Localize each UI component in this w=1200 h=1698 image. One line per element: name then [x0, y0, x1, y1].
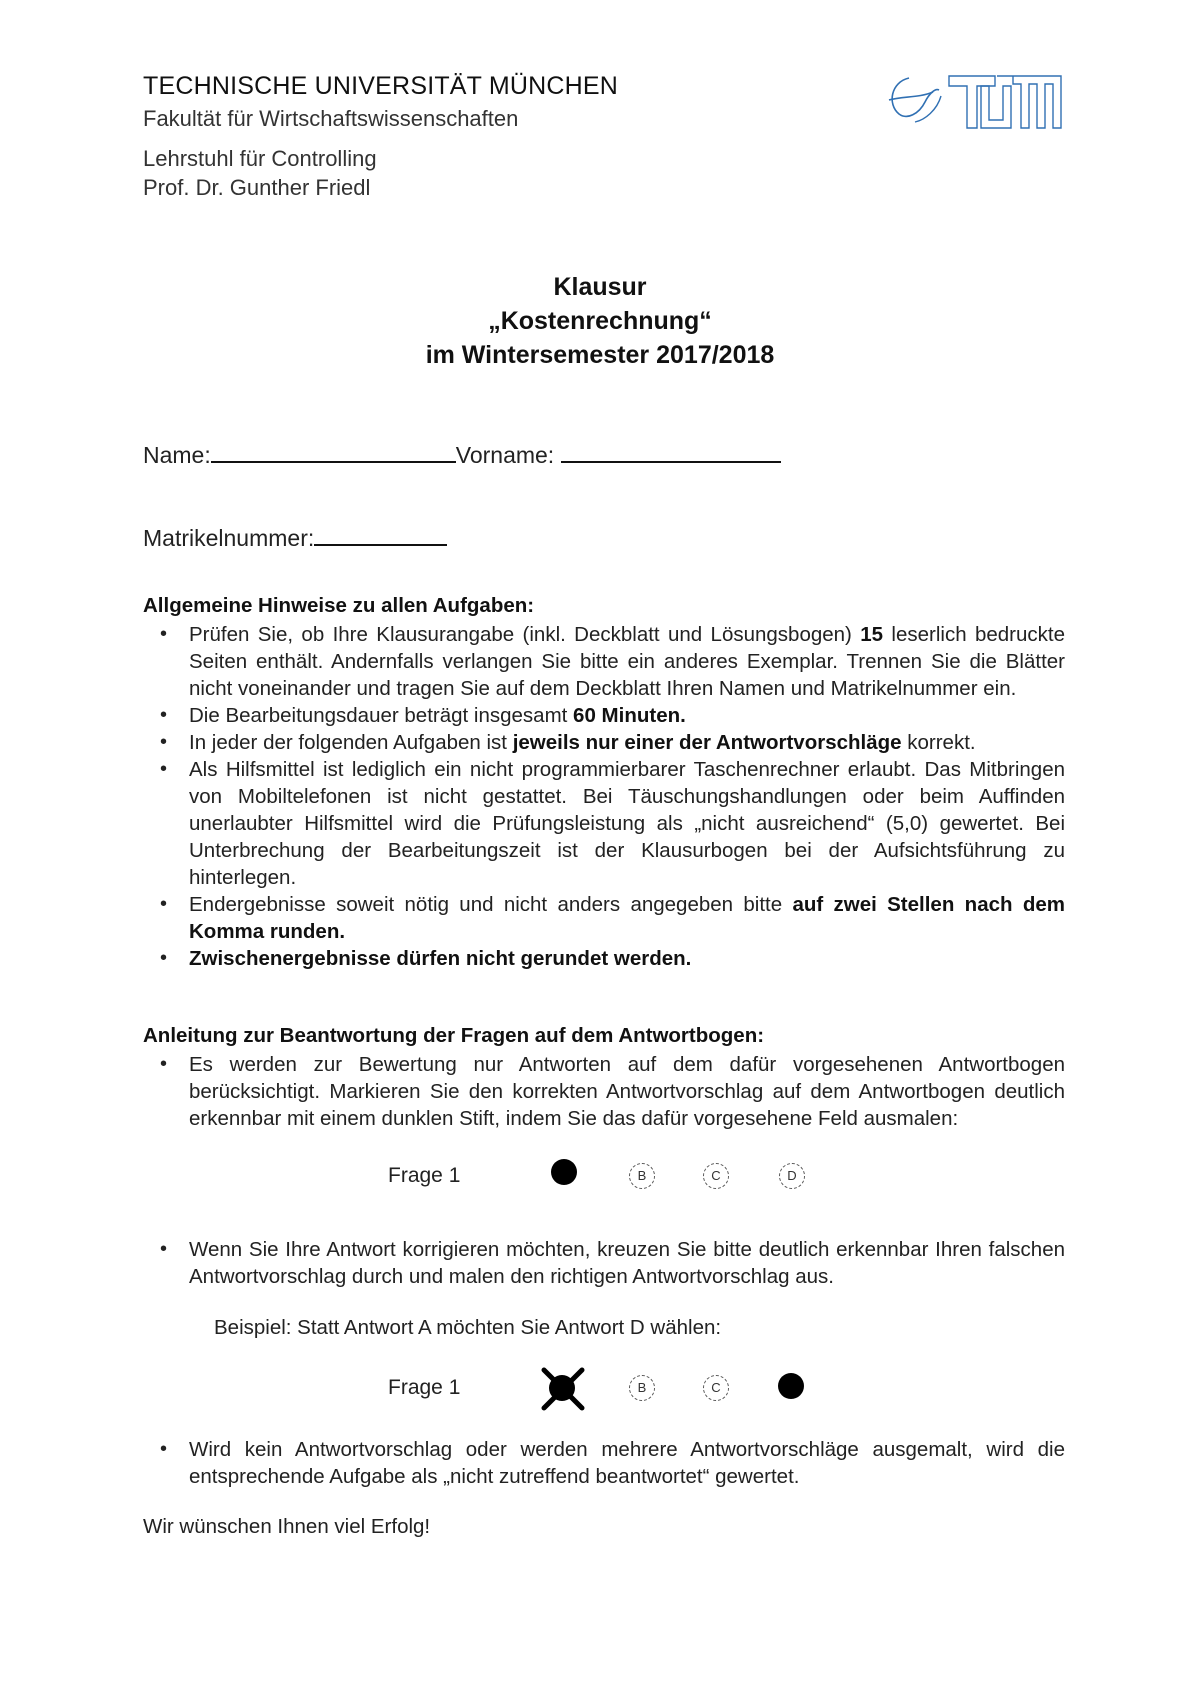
- list-item: • In jeder der folgenden Aufgaben ist jeweils nur einer der Antwortvorschläge korrekt.: [143, 729, 1065, 756]
- matrikel-label: Matrikelnummer:: [143, 525, 315, 551]
- option-b-bubble: B: [629, 1163, 655, 1189]
- title-line-3: im Wintersemester 2017/2018: [425, 341, 775, 369]
- vorname-label: Vorname:: [455, 442, 555, 468]
- answer-instructions-heading: Anleitung zur Beantwortung der Fragen auf dem Antwortbogen:: [143, 1024, 765, 1047]
- option-b-bubble: B: [629, 1375, 655, 1401]
- list-item: • Als Hilfsmittel ist lediglich ein nicht programmierbarer Taschenrechner erlaubt. Das Mitbringen von Mobiltelefonen ist nicht gestattet. Bei Täuschungshandlungen oder beim Auffinden unerlaubter Hilfsmittel wird die Prüfungsleistung als „nicht ausreichend“ (5,0) gewertet. Bei Unterbrechung der Bearbeitungszeit ist der Klausurbogen bei der Aufsichtsführung zu hinterlegen.: [143, 756, 1065, 891]
- closing-text: Wir wünschen Ihnen viel Erfolg!: [143, 1515, 431, 1538]
- chair-name: Lehrstuhl für Controlling: [143, 146, 377, 171]
- name-field[interactable]: [211, 459, 456, 463]
- general-notes-list: [143, 621, 1065, 972]
- chair-block: [143, 144, 377, 202]
- exam-title: [0, 270, 1200, 372]
- answer-instructions: [143, 1022, 1065, 1132]
- option-d-filled-bubble: [778, 1373, 804, 1399]
- list-item: • Es werden zur Bewertung nur Antworten auf dem dafür vorgesehenen Antwortbogen berücksichtigt. Markieren Sie den korrekten Antwortvorschlag auf dem Antwortbogen deutlich erkennbar mit einem dunklen Stift, indem Sie das dafür vorgesehene Feld ausmalen:: [143, 1051, 1065, 1132]
- vorname-field[interactable]: [561, 459, 781, 463]
- example-answer-row: [0, 1158, 1200, 1198]
- general-notes: [143, 592, 1065, 972]
- university-name: TECHNISCHE UNIVERSITÄT MÜNCHEN: [143, 72, 619, 100]
- list-item: • Wenn Sie Ihre Antwort korrigieren möchten, kreuzen Sie bitte deutlich erkennbar Ihren falschen Antwortvorschlag durch und malen den richtigen Antwortvorschlag aus.: [143, 1236, 1065, 1290]
- list-item: • Wird kein Antwortvorschlag oder werden mehrere Antwortvorschläge ausgemalt, wird die entsprechende Aufgabe als „nicht zutreffend beantwortet“ gewertet.: [143, 1436, 1065, 1490]
- correction-instructions: [143, 1236, 1065, 1290]
- name-label: Name:: [143, 442, 211, 468]
- example-correction-row: [0, 1370, 1200, 1410]
- title-line-1: Klausur: [553, 273, 647, 301]
- list-item: • Prüfen Sie, ob Ihre Klausurangabe (inkl. Deckblatt und Lösungsbogen) 15 leserlich bedruckte Seiten enthält. Andernfalls verlangen Sie bitte ein anderes Exemplar. Trennen Sie die Blätter nicht voneinander und tragen Sie auf dem Deckblatt Ihren Namen und Matrikelnummer ein.: [143, 621, 1065, 702]
- title-line-2: „Kostenrechnung“: [488, 307, 712, 335]
- option-c-bubble: C: [703, 1375, 729, 1401]
- matrikel-row: [143, 525, 447, 552]
- tum-logo-icon: [885, 70, 1065, 134]
- list-item: • Die Bearbeitungsdauer beträgt insgesamt 60 Minuten.: [143, 702, 1065, 729]
- frage-label: Frage 1: [388, 1164, 461, 1187]
- professor-name: Prof. Dr. Gunther Friedl: [143, 175, 371, 200]
- option-d-bubble: D: [779, 1163, 805, 1189]
- example-intro: Beispiel: Statt Antwort A möchten Sie Antwort D wählen:: [214, 1316, 722, 1339]
- list-item: • Endergebnisse soweit nötig und nicht anders angegeben bitte auf zwei Stellen nach dem Komma runden.: [143, 891, 1065, 945]
- frage-label: Frage 1: [388, 1376, 461, 1399]
- multiple-answers-note: [143, 1436, 1065, 1490]
- faculty-name: Fakultät für Wirtschaftswissenschaften: [143, 106, 519, 131]
- matrikel-field[interactable]: [314, 542, 447, 546]
- option-a-bubble: [551, 1159, 577, 1185]
- list-item: • Zwischenergebnisse dürfen nicht gerundet werden.: [143, 945, 1065, 972]
- name-row: [143, 442, 781, 469]
- general-notes-heading: Allgemeine Hinweise zu allen Aufgaben:: [143, 594, 535, 617]
- cross-mark-icon: [540, 1366, 586, 1412]
- option-c-bubble: C: [703, 1163, 729, 1189]
